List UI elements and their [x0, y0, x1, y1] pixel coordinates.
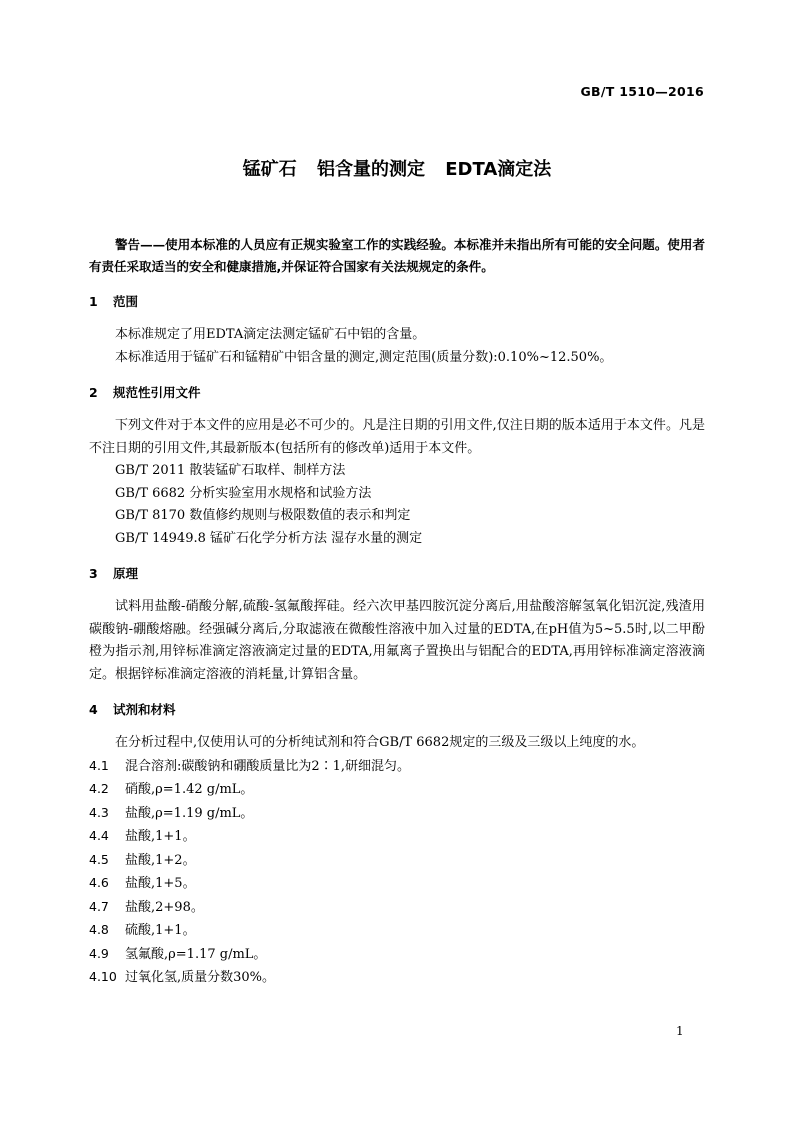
reagent-item: 4.3 盐酸,ρ=1.19 g/mL。 — [89, 804, 254, 821]
reference-item: GB/T 6682 分析实验室用水规格和试验方法 — [115, 485, 372, 501]
section-3-heading — [89, 563, 705, 585]
reagent-item: 4.8 硫酸,1+1。 — [89, 922, 196, 938]
reagent-item: 4.7 盐酸,2+98。 — [89, 898, 204, 915]
standard-number: GB/T 1510—2016 — [580, 84, 704, 99]
safety-warning: 警告——使用本标准的人员应有正规实验室工作的实践经验。本标准并未指出所有可能的安全问题。使用者有责任采取适当的安全和健康措施,并保证符合国家有关法规规定的条件。 — [89, 237, 705, 274]
section-title: 原理 — [113, 566, 139, 581]
reference-item: GB/T 14949.8 锰矿石化学分析方法 湿存水量的测定 — [115, 530, 423, 546]
section-number: 4 — [89, 702, 98, 717]
section-title: 试剂和材料 — [113, 702, 176, 717]
reagent-item: 4.1 混合溶剂:碳酸钠和硼酸质量比为2∶1,研细混匀。 — [89, 757, 411, 774]
reagent-item: 4.10 过氧化氢,质量分数30%。 — [89, 969, 276, 985]
section-title: 规范性引用文件 — [113, 385, 201, 400]
reagent-item: 4.9 氢氟酸,ρ=1.17 g/mL。 — [89, 945, 267, 962]
section-title: 范围 — [113, 294, 139, 309]
reagent-item: 4.6 盐酸,1+5。 — [89, 875, 196, 891]
section-number: 3 — [89, 566, 98, 581]
section-number: 1 — [89, 294, 98, 309]
section-4-heading — [89, 699, 705, 721]
reagent-item: 4.5 盐酸,1+2。 — [89, 851, 196, 868]
section-2-heading — [89, 382, 705, 404]
reagent-item: 4.2 硝酸,ρ=1.42 g/mL。 — [89, 781, 254, 797]
page-number: 1 — [676, 1024, 684, 1038]
section-number: 2 — [89, 385, 98, 400]
reagent-item: 4.4 盐酸,1+1。 — [89, 828, 196, 844]
reference-item: GB/T 8170 数值修约规则与极限数值的表示和判定 — [115, 508, 411, 523]
normative-references-intro: 下列文件对于本文件的应用是必不可少的。凡是注日期的引用文件,仅注日期的版本适用于本文件。凡是不注日期的引用文件,其最新版本(包括所有的修改单)适用于本文件。 — [89, 418, 705, 456]
scope-paragraph-1: 本标准规定了用EDTA滴定法测定锰矿石中铝的含量。 — [115, 327, 426, 342]
scope-paragraph-2: 本标准适用于锰矿石和锰精矿中铝含量的测定,测定范围(质量分数):0.10%~12.50%。 — [115, 349, 613, 365]
section-1-heading — [89, 291, 705, 313]
reagents-intro: 在分析过程中,仅使用认可的分析纯试剂和符合GB/T 6682规定的三级及三级以上纯度的水。 — [115, 735, 645, 750]
document-body — [89, 234, 705, 990]
reference-item: GB/T 2011 散装锰矿石取样、制样方法 — [115, 463, 346, 478]
principle-paragraph: 试料用盐酸-硝酸分解,硫酸-氢氟酸挥硅。经六次甲基四胺沉淀分离后,用盐酸溶解氢氧化铝沉淀,残渣用碳酸钠-硼酸熔融。经强碱分离后,分取滤液在微酸性溶液中加入过量的EDTA,在pH值为5~5.5时,以二甲酚橙为指示剂,用锌标准滴定溶液滴定过量的EDTA,用氟离子置换出与铝配合的EDTA,再用锌标准滴定溶液滴定。根据锌标准滴定溶液的消耗量,计算铝含量。 — [89, 599, 705, 682]
document-title: 锰矿石 铝含量的测定 EDTA滴定法 — [242, 159, 552, 180]
